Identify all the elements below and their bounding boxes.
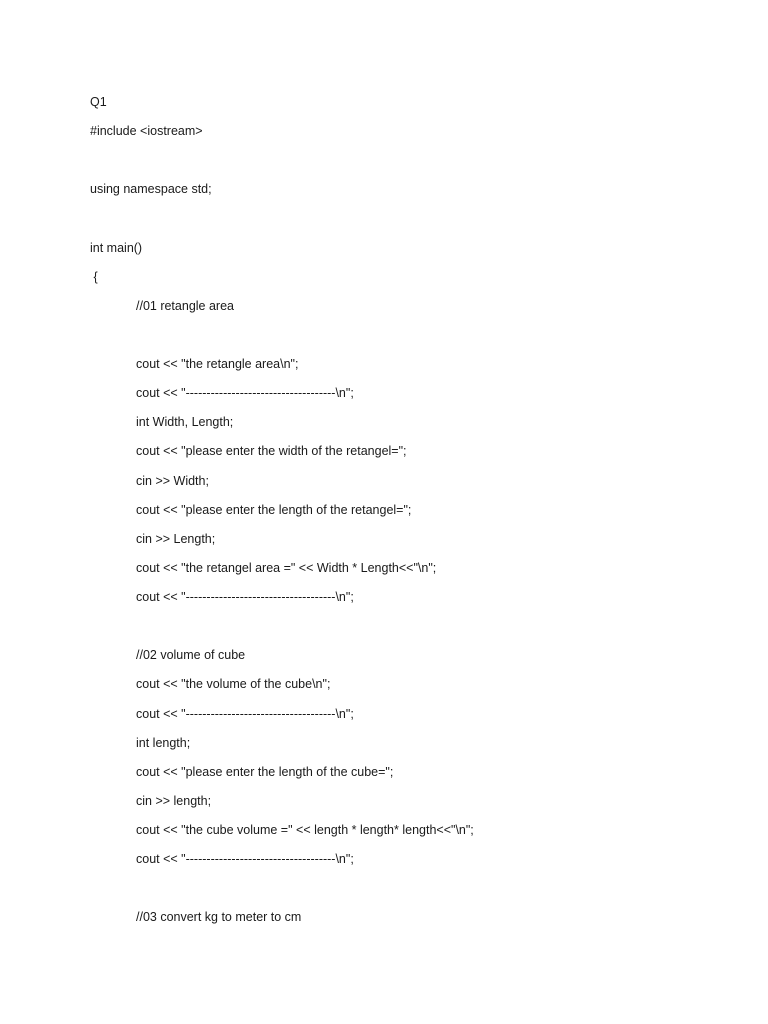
- code-line: cout << "the volume of the cube\n";: [136, 677, 331, 691]
- question-heading: Q1: [90, 95, 107, 109]
- code-line: cout << "------------------------------------\n";: [136, 590, 354, 604]
- code-line: cin >> Length;: [136, 532, 216, 546]
- code-line: cout << "------------------------------------\n";: [136, 852, 354, 866]
- code-comment: //03 convert kg to meter to cm: [136, 910, 302, 924]
- code-line: cout << "the retangle area\n";: [136, 357, 299, 371]
- code-line: using namespace std;: [90, 182, 212, 196]
- code-line: cout << "the retangel area =" << Width * Length<<"\n";: [136, 561, 437, 575]
- code-line: {: [90, 270, 98, 284]
- code-comment: //02 volume of cube: [136, 648, 246, 662]
- code-line: cin >> length;: [136, 794, 212, 808]
- code-line: cout << "the cube volume =" << length * length* length<<"\n";: [136, 823, 474, 837]
- code-line: cout << "------------------------------------\n";: [136, 707, 354, 721]
- code-line: cout << "please enter the width of the retangel=";: [136, 444, 407, 458]
- code-line: int Width, Length;: [136, 415, 234, 429]
- code-line: int length;: [136, 736, 191, 750]
- code-line: int main(): [90, 241, 143, 255]
- code-comment: //01 retangle area: [136, 299, 234, 313]
- code-line: #include <iostream>: [90, 124, 203, 138]
- code-line: cin >> Width;: [136, 474, 209, 488]
- code-line: cout << "------------------------------------\n";: [136, 386, 354, 400]
- code-line: cout << "please enter the length of the retangel=";: [136, 503, 412, 517]
- code-line: cout << "please enter the length of the cube=";: [136, 765, 394, 779]
